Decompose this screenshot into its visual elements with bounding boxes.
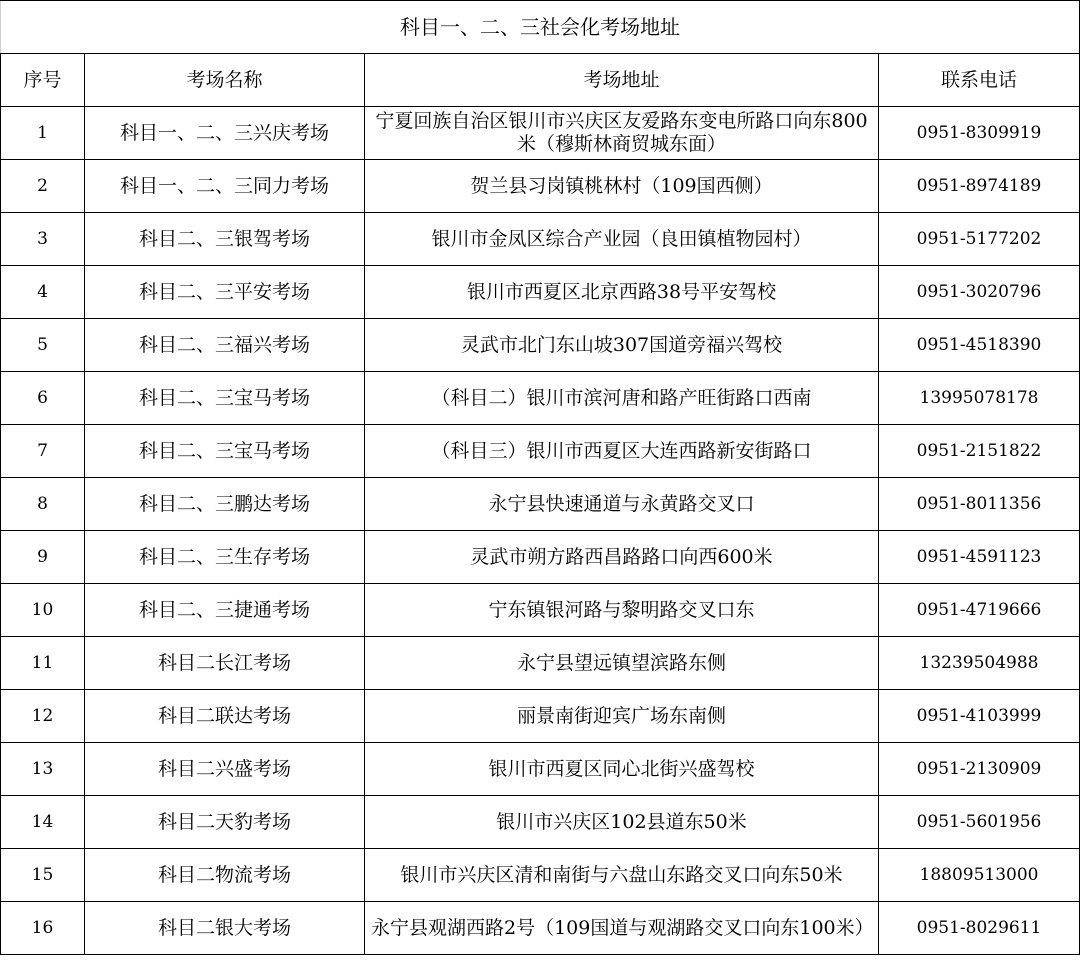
row-seq: 4 bbox=[1, 266, 85, 319]
row-seq: 7 bbox=[1, 425, 85, 478]
row-seq: 8 bbox=[1, 478, 85, 531]
row-seq: 12 bbox=[1, 690, 85, 743]
row-address: 银川市兴庆区清和南街与六盘山东路交叉口向东50米 bbox=[365, 849, 879, 902]
header-seq: 序号 bbox=[1, 54, 85, 107]
table-row bbox=[1, 213, 1080, 266]
row-address: 灵武市朔方路西昌路路口向西600米 bbox=[365, 531, 879, 584]
row-address: 永宁县观湖西路2号（109国道与观湖路交叉口向东100米） bbox=[365, 902, 879, 955]
row-phone: 0951-5601956 bbox=[879, 796, 1080, 849]
row-phone: 0951-5177202 bbox=[879, 213, 1080, 266]
row-phone: 0951-8309919 bbox=[879, 107, 1080, 160]
table-row bbox=[1, 266, 1080, 319]
table-row bbox=[1, 107, 1080, 160]
row-phone: 0951-4591123 bbox=[879, 531, 1080, 584]
table-row bbox=[1, 849, 1080, 902]
row-seq: 9 bbox=[1, 531, 85, 584]
row-site-name: 科目二、三捷通考场 bbox=[85, 584, 365, 637]
row-address: 银川市西夏区同心北街兴盛驾校 bbox=[365, 743, 879, 796]
row-site-name: 科目二长江考场 bbox=[85, 637, 365, 690]
row-site-name: 科目二、三宝马考场 bbox=[85, 372, 365, 425]
row-phone: 0951-8029611 bbox=[879, 902, 1080, 955]
row-site-name: 科目二物流考场 bbox=[85, 849, 365, 902]
header-phone: 联系电话 bbox=[879, 54, 1080, 107]
table-row bbox=[1, 319, 1080, 372]
row-phone: 13995078178 bbox=[879, 372, 1080, 425]
row-seq: 5 bbox=[1, 319, 85, 372]
table-row bbox=[1, 743, 1080, 796]
row-site-name: 科目二联达考场 bbox=[85, 690, 365, 743]
row-seq: 2 bbox=[1, 160, 85, 213]
row-seq: 16 bbox=[1, 902, 85, 955]
table-row bbox=[1, 478, 1080, 531]
header-name: 考场名称 bbox=[85, 54, 365, 107]
row-seq: 14 bbox=[1, 796, 85, 849]
row-address: 永宁县望远镇望滨路东侧 bbox=[365, 637, 879, 690]
row-phone: 13239504988 bbox=[879, 637, 1080, 690]
row-seq: 11 bbox=[1, 637, 85, 690]
row-address: （科目二）银川市滨河唐和路产旺街路口西南 bbox=[365, 372, 879, 425]
row-phone: 0951-8974189 bbox=[879, 160, 1080, 213]
row-site-name: 科目二、三福兴考场 bbox=[85, 319, 365, 372]
table-row bbox=[1, 584, 1080, 637]
row-address: 丽景南街迎宾广场东南侧 bbox=[365, 690, 879, 743]
row-site-name: 科目二、三宝马考场 bbox=[85, 425, 365, 478]
table-title-row bbox=[1, 1, 1080, 54]
row-site-name: 科目二银大考场 bbox=[85, 902, 365, 955]
row-site-name: 科目二天豹考场 bbox=[85, 796, 365, 849]
row-seq: 1 bbox=[1, 107, 85, 160]
row-phone: 0951-2151822 bbox=[879, 425, 1080, 478]
row-site-name: 科目二、三生存考场 bbox=[85, 531, 365, 584]
row-seq: 10 bbox=[1, 584, 85, 637]
row-phone: 0951-4518390 bbox=[879, 319, 1080, 372]
row-site-name: 科目二兴盛考场 bbox=[85, 743, 365, 796]
row-address: （科目三）银川市西夏区大连西路新安街路口 bbox=[365, 425, 879, 478]
row-seq: 15 bbox=[1, 849, 85, 902]
table-row bbox=[1, 425, 1080, 478]
table-row bbox=[1, 690, 1080, 743]
row-address: 永宁县快速通道与永黄路交叉口 bbox=[365, 478, 879, 531]
row-address: 银川市兴庆区102县道东50米 bbox=[365, 796, 879, 849]
row-phone: 0951-8011356 bbox=[879, 478, 1080, 531]
table-header-row bbox=[1, 54, 1080, 107]
row-address: 银川市金凤区综合产业园（良田镇植物园村） bbox=[365, 213, 879, 266]
row-seq: 6 bbox=[1, 372, 85, 425]
row-site-name: 科目一、二、三同力考场 bbox=[85, 160, 365, 213]
row-phone: 0951-4103999 bbox=[879, 690, 1080, 743]
row-address: 贺兰县习岗镇桃林村（109国西侧） bbox=[365, 160, 879, 213]
row-site-name: 科目一、二、三兴庆考场 bbox=[85, 107, 365, 160]
table-row bbox=[1, 160, 1080, 213]
table-row bbox=[1, 796, 1080, 849]
row-phone: 0951-2130909 bbox=[879, 743, 1080, 796]
table-title: 科目一、二、三社会化考场地址 bbox=[1, 1, 1080, 54]
table-row bbox=[1, 372, 1080, 425]
row-seq: 13 bbox=[1, 743, 85, 796]
row-address: 灵武市北门东山坡307国道旁福兴驾校 bbox=[365, 319, 879, 372]
row-seq: 3 bbox=[1, 213, 85, 266]
row-address: 银川市西夏区北京西路38号平安驾校 bbox=[365, 266, 879, 319]
row-phone: 0951-3020796 bbox=[879, 266, 1080, 319]
row-phone: 18809513000 bbox=[879, 849, 1080, 902]
row-site-name: 科目二、三鹏达考场 bbox=[85, 478, 365, 531]
row-site-name: 科目二、三平安考场 bbox=[85, 266, 365, 319]
row-phone: 0951-4719666 bbox=[879, 584, 1080, 637]
row-address: 宁东镇银河路与黎明路交叉口东 bbox=[365, 584, 879, 637]
header-address: 考场地址 bbox=[365, 54, 879, 107]
row-address: 宁夏回族自治区银川市兴庆区友爱路东变电所路口向东800米（穆斯林商贸城东面） bbox=[365, 107, 879, 160]
table-row bbox=[1, 531, 1080, 584]
table-row bbox=[1, 902, 1080, 955]
table-row bbox=[1, 637, 1080, 690]
row-site-name: 科目二、三银驾考场 bbox=[85, 213, 365, 266]
